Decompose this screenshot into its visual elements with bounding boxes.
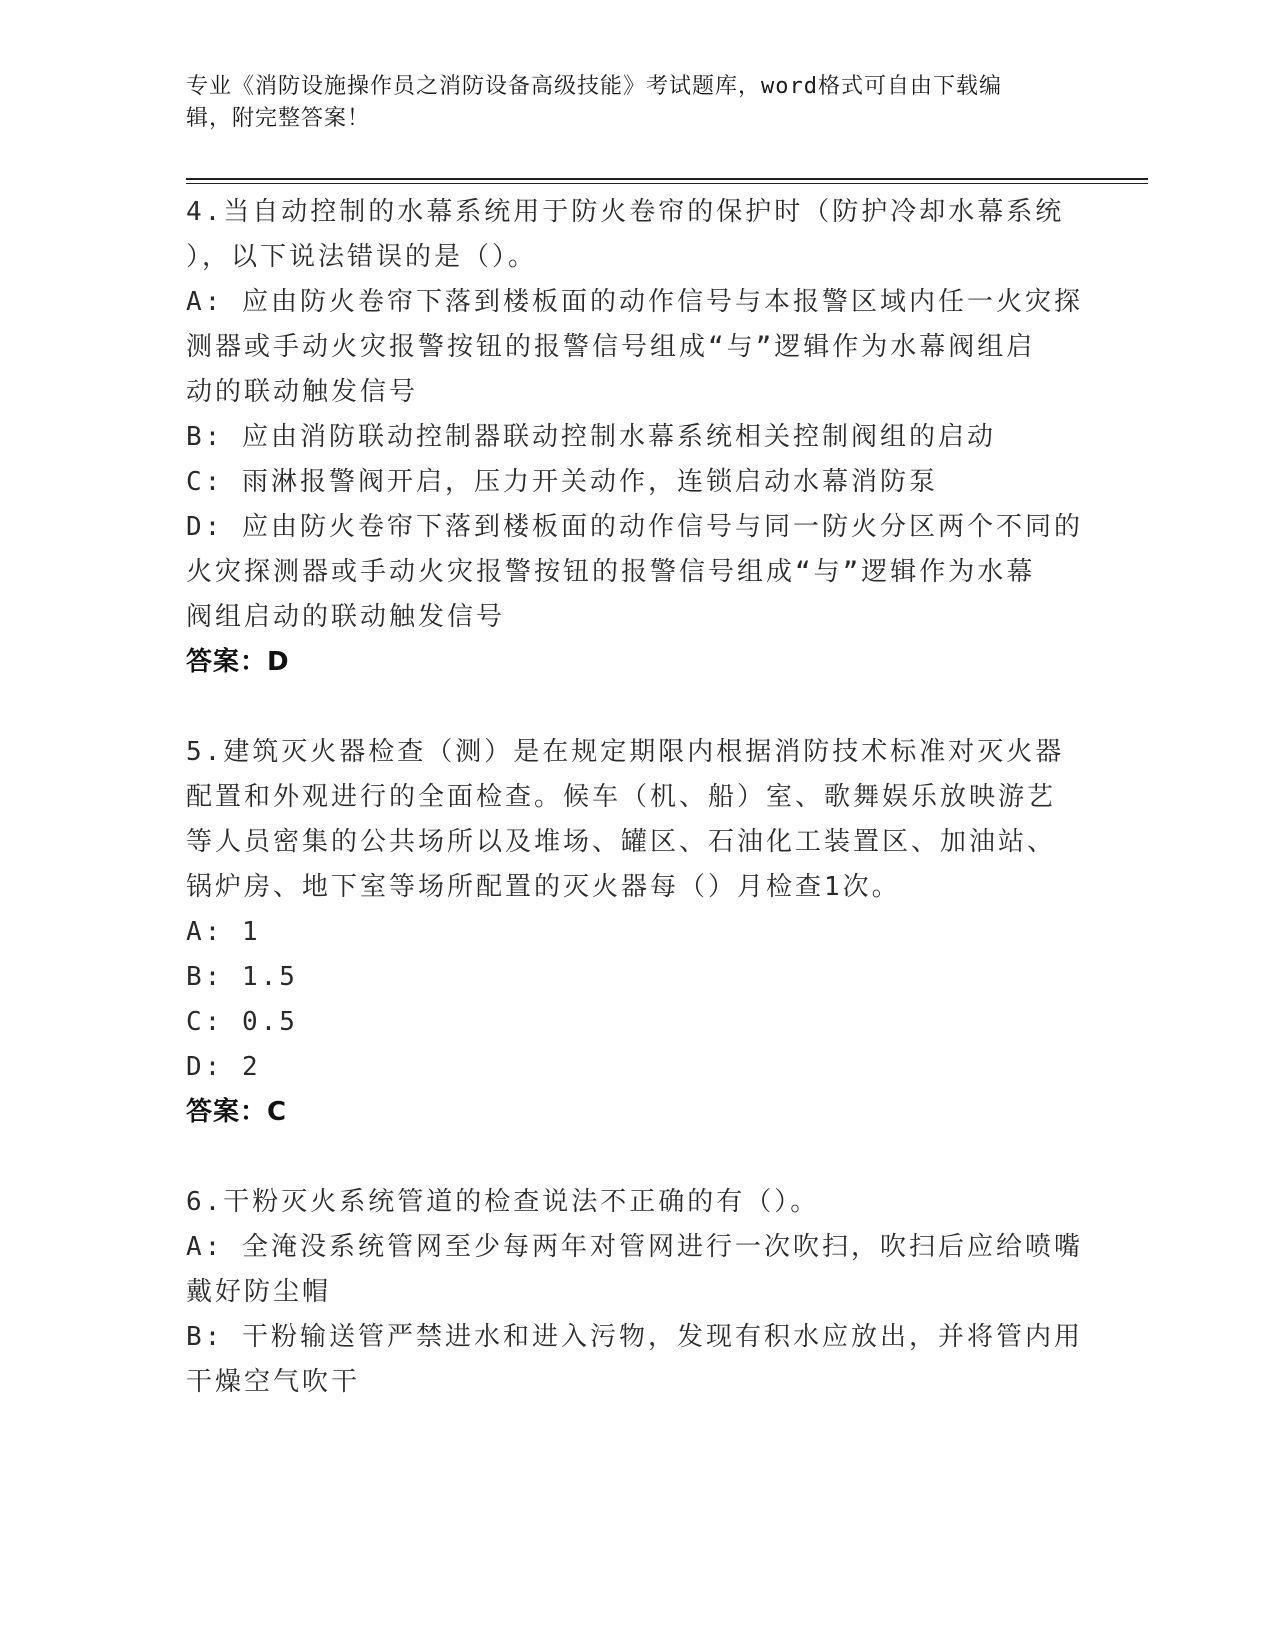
question-list xyxy=(186,190,1086,1405)
option-b-line: 干燥空气吹干 xyxy=(186,1367,361,1397)
option-a-line: A: 1 xyxy=(186,917,261,947)
option-b-line: B: 1.5 xyxy=(186,962,298,992)
option-a-line: 戴好防尘帽 xyxy=(186,1277,332,1307)
question-stem-line: 4.当自动控制的水幕系统用于防火卷帘的保护时（防护冷却水幕系统 xyxy=(186,197,1065,227)
option-d-line: D: 应由防火卷帘下落到楼板面的动作信号与同一防火分区两个不同的 xyxy=(186,512,1083,542)
question-block xyxy=(186,1180,1086,1405)
option-c-line: C: 0.5 xyxy=(186,1007,298,1037)
document-header xyxy=(186,71,1066,135)
question-stem-line: 配置和外观进行的全面检查。候车（机、船）室、歌舞娱乐放映游艺 xyxy=(186,782,1057,812)
option-a-line: 动的联动触发信号 xyxy=(186,377,419,407)
answer-line: 答案：D xyxy=(186,647,290,677)
question-block xyxy=(186,190,1086,685)
header-line-1: 专业《消防设施操作员之消防设备高级技能》考试题库，word格式可自由下载编 xyxy=(186,74,1002,99)
option-a-line: A: 应由防火卷帘下落到楼板面的动作信号与本报警区域内任一火灾探 xyxy=(186,287,1083,317)
option-c-line: C: 雨淋报警阀开启，压力开关动作，连锁启动水幕消防泵 xyxy=(186,467,938,497)
option-d-line: D: 2 xyxy=(186,1052,261,1082)
option-b-line: B: 干粉输送管严禁进水和进入污物，发现有积水应放出，并将管内用 xyxy=(186,1322,1083,1352)
header-rule-thin xyxy=(186,183,1148,184)
spacer xyxy=(186,685,1086,730)
option-a-line: 测器或手动火灾报警按钮的报警信号组成“与”逻辑作为水幕阀组启 xyxy=(186,332,1036,362)
option-b-line: B: 应由消防联动控制器联动控制水幕系统相关控制阀组的启动 xyxy=(186,422,996,452)
header-line-2: 辑，附完整答案！ xyxy=(186,106,371,131)
option-a-line: A: 全淹没系统管网至少每两年对管网进行一次吹扫，吹扫后应给喷嘴 xyxy=(186,1232,1083,1262)
option-d-line: 火灾探测器或手动火灾报警按钮的报警信号组成“与”逻辑作为水幕 xyxy=(186,557,1036,587)
header-rule-thick xyxy=(186,178,1148,180)
question-stem-line: ），以下说法错误的是（）。 xyxy=(186,242,538,272)
question-block xyxy=(186,730,1086,1135)
answer-line: 答案：C xyxy=(186,1097,288,1127)
option-d-line: 阀组启动的联动触发信号 xyxy=(186,602,506,632)
question-stem-line: 5.建筑灭火器检查（测）是在规定期限内根据消防技术标准对灭火器 xyxy=(186,737,1065,767)
question-stem-line: 等人员密集的公共场所以及堆场、罐区、石油化工装置区、加油站、 xyxy=(186,827,1057,857)
question-stem-line: 锅炉房、地下室等场所配置的灭火器每（）月检查1次。 xyxy=(186,872,901,902)
spacer xyxy=(186,1135,1086,1180)
question-stem-line: 6.干粉灭火系统管道的检查说法不正确的有（）。 xyxy=(186,1187,820,1217)
